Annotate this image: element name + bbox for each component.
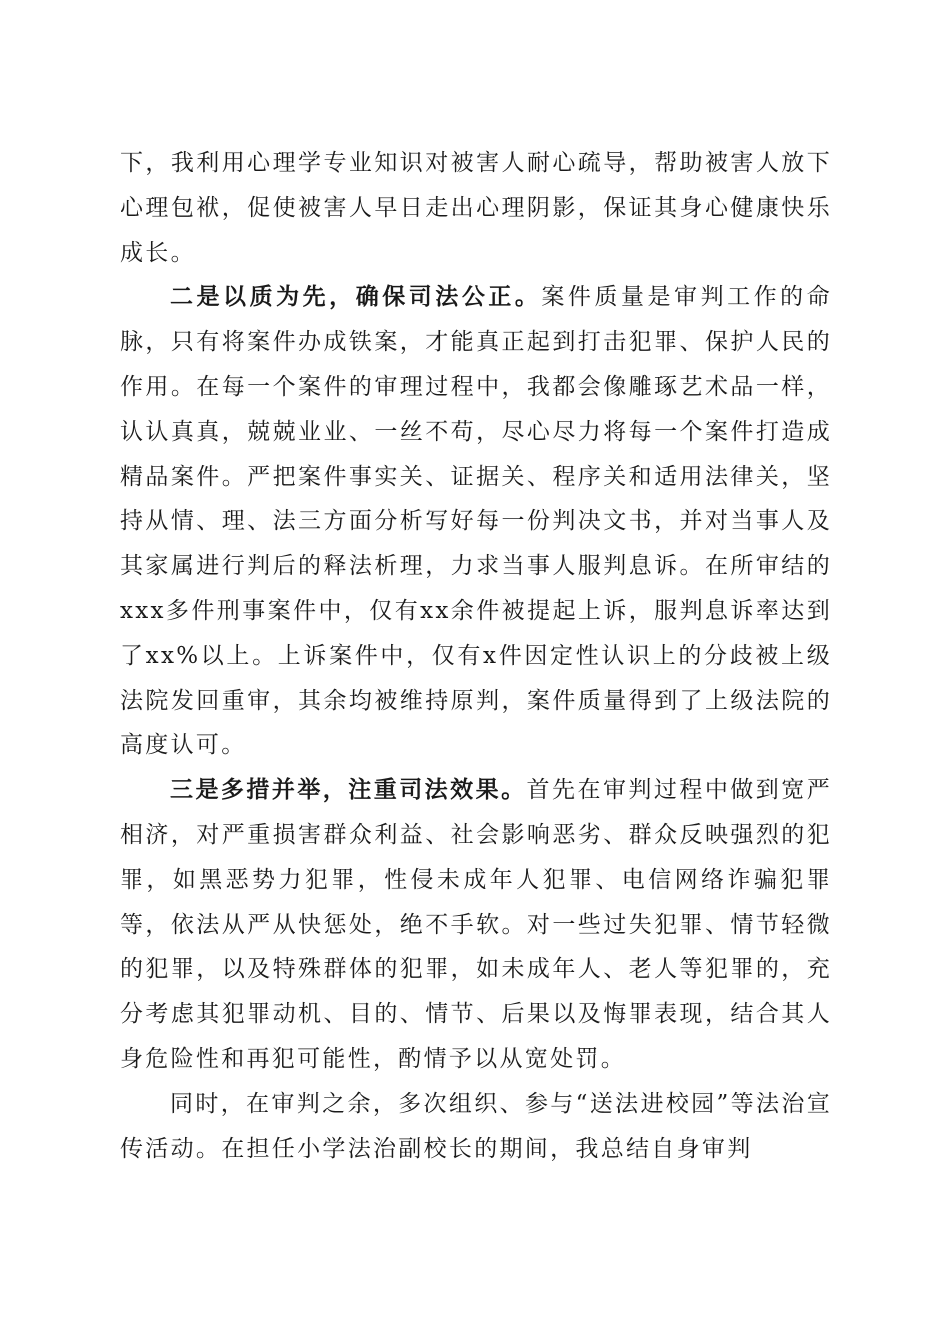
paragraph-text: 首先在审判过程中做到宽严相济，对严重损害群众利益、社会影响恶劣、群众反映强烈的犯罪，如黑恶势力犯罪，性侵未成年人犯罪、电信网络诈骗犯罪等，依法从严从快惩处，绝不手软。对一些过失犯罪、情节轻微的犯罪，以及特殊群体的犯罪，如未成年人、老人等犯罪的，充分考虑其犯罪动机、目的、情节、后果以及悔罪表现，结合其人身危险性和再犯可能性，酌情予以从宽处罚。 (120, 777, 832, 1072)
paragraph-continuation (120, 141, 832, 275)
paragraph-quality-first (120, 275, 832, 768)
paragraph-lead-heading: 二是以质为先，确保司法公正。 (170, 283, 542, 311)
document-body (120, 141, 832, 1171)
paragraph-multiple-measures (120, 768, 832, 1082)
paragraph-text: 案件质量是审判工作的命脉，只有将案件办成铁案，才能真正起到打击犯罪、保护人民的作用。在每一个案件的审理过程中，我都会像雕琢艺术品一样，认认真真，兢兢业业、一丝不苟，尽心尽力将每一个案件打造成精品案件。严把案件事实关、证据关、程序关和适用法律关，坚持从情、理、法三方面分析写好每一份判决文书，并对当事人及其家属进行判后的释法析理，力求当事人服判息诉。在所审结的xxx多件刑事案件中，仅有xx余件被提起上诉，服判息诉率达到了xx%以上。上诉案件中，仅有x件因定性认识上的分歧被上级法院发回重审，其余均被维持原判，案件质量得到了上级法院的高度认可。 (120, 284, 832, 759)
paragraph-lead-heading: 三是多措并举，注重司法效果。 (170, 776, 527, 804)
paragraph-text: 下，我利用心理学专业知识对被害人耐心疏导，帮助被害人放下心理包袱，促使被害人早日走出心理阴影，保证其身心健康快乐成长。 (120, 150, 832, 266)
paragraph-legal-education (120, 1082, 832, 1172)
paragraph-text: 同时，在审判之余，多次组织、参与“送法进校园”等法治宣传活动。在担任小学法治副校长的期间，我总结自身审判 (120, 1090, 832, 1162)
